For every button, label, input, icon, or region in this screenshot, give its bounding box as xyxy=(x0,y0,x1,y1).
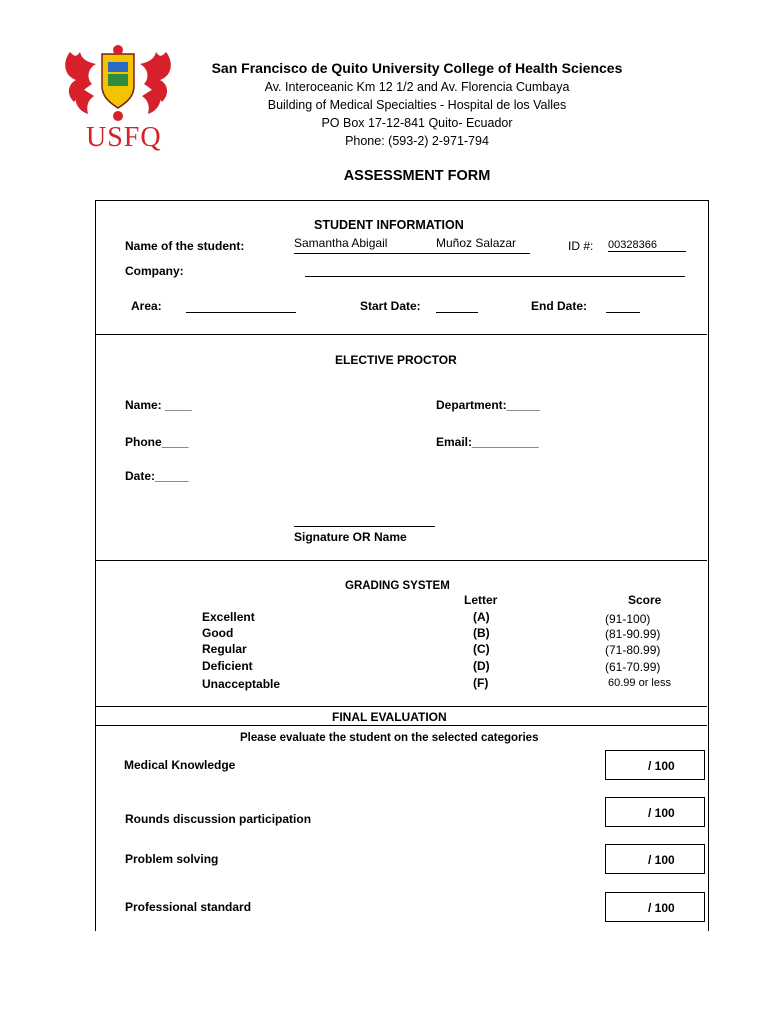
score-input-box[interactable] xyxy=(605,844,705,874)
evaluation-instruction: Please evaluate the student on the selected categories xyxy=(240,732,539,744)
signature-line[interactable] xyxy=(294,526,435,527)
section-divider xyxy=(95,560,707,561)
score-out-of: / 100 xyxy=(648,759,675,773)
category-label: Problem solving xyxy=(125,852,219,866)
section-divider xyxy=(95,706,707,707)
po-box: PO Box 17-12-841 Quito- Ecuador xyxy=(321,116,513,130)
section-divider xyxy=(95,334,707,335)
proctor-department-label[interactable]: Department:_____ xyxy=(436,398,541,412)
area-label: Area: xyxy=(131,299,162,313)
phone-line: Phone: (593-2) 2-971-794 xyxy=(345,134,489,148)
grade-score: 60.99 or less xyxy=(608,677,671,689)
grade-letter: (C) xyxy=(473,642,490,656)
score-input-box[interactable] xyxy=(605,750,705,780)
grade-letter: (D) xyxy=(473,659,490,673)
student-first-name[interactable]: Samantha Abigail xyxy=(294,236,388,250)
score-out-of: / 100 xyxy=(648,806,675,820)
score-input-box[interactable] xyxy=(605,797,705,827)
letter-column-header: Letter xyxy=(464,593,498,607)
grade-letter: (B) xyxy=(473,626,490,640)
student-name-label: Name of the student: xyxy=(125,239,245,253)
grade-letter: (A) xyxy=(473,610,490,624)
logo-text: USFQ xyxy=(86,122,162,153)
proctor-name-label[interactable]: Name: ____ xyxy=(125,398,192,412)
grade-score: (91-100) xyxy=(605,612,651,626)
proctor-phone-label[interactable]: Phone____ xyxy=(125,435,189,449)
end-date-field[interactable] xyxy=(606,312,640,313)
proctor-email-label[interactable]: Email:__________ xyxy=(436,435,539,449)
grade-score: (71-80.99) xyxy=(605,643,661,657)
student-info-heading: STUDENT INFORMATION xyxy=(314,218,464,232)
address-line-1: Av. Interoceanic Km 12 1/2 and Av. Florencia Cumbaya xyxy=(264,80,570,94)
form-title: ASSESSMENT FORM xyxy=(343,168,491,184)
score-out-of: / 100 xyxy=(648,853,675,867)
grade-letter: (F) xyxy=(473,676,489,690)
student-name-line xyxy=(294,253,530,254)
grade-name: Good xyxy=(202,626,234,640)
institution-title: San Francisco de Quito University College of Health Sciences xyxy=(211,60,623,76)
score-input-box[interactable] xyxy=(605,892,705,922)
usfq-logo xyxy=(58,42,178,152)
address-line-2: Building of Medical Specialties - Hospital de los Valles xyxy=(267,98,567,112)
grade-name: Regular xyxy=(202,642,247,656)
student-last-name[interactable]: Muñoz Salazar xyxy=(436,236,517,250)
grading-heading: GRADING SYSTEM xyxy=(345,580,450,592)
category-label: Rounds discussion participation xyxy=(125,812,312,826)
grade-score: (61-70.99) xyxy=(605,660,661,674)
start-date-field[interactable] xyxy=(436,312,478,313)
grade-name: Excellent xyxy=(202,610,255,624)
category-label: Medical Knowledge xyxy=(124,758,236,772)
section-divider xyxy=(95,725,707,726)
proctor-date-label[interactable]: Date:_____ xyxy=(125,469,189,483)
signature-label: Signature OR Name xyxy=(294,530,407,544)
id-label: ID #: xyxy=(568,239,594,253)
start-date-label: Start Date: xyxy=(360,299,421,313)
category-label: Professional standard xyxy=(125,900,252,914)
score-out-of: / 100 xyxy=(648,901,675,915)
grade-name: Deficient xyxy=(202,659,253,673)
grade-score: (81-90.99) xyxy=(605,627,661,641)
end-date-label: End Date: xyxy=(531,299,588,313)
company-label: Company: xyxy=(125,264,184,278)
grade-name: Unacceptable xyxy=(202,677,281,691)
id-value[interactable]: 00328366 xyxy=(608,239,686,252)
proctor-heading: ELECTIVE PROCTOR xyxy=(335,353,457,367)
score-column-header: Score xyxy=(628,593,662,607)
company-field[interactable] xyxy=(305,276,685,277)
area-field[interactable] xyxy=(186,312,296,313)
final-evaluation-heading: FINAL EVALUATION xyxy=(332,710,447,724)
dragon-crest-icon xyxy=(58,42,178,122)
